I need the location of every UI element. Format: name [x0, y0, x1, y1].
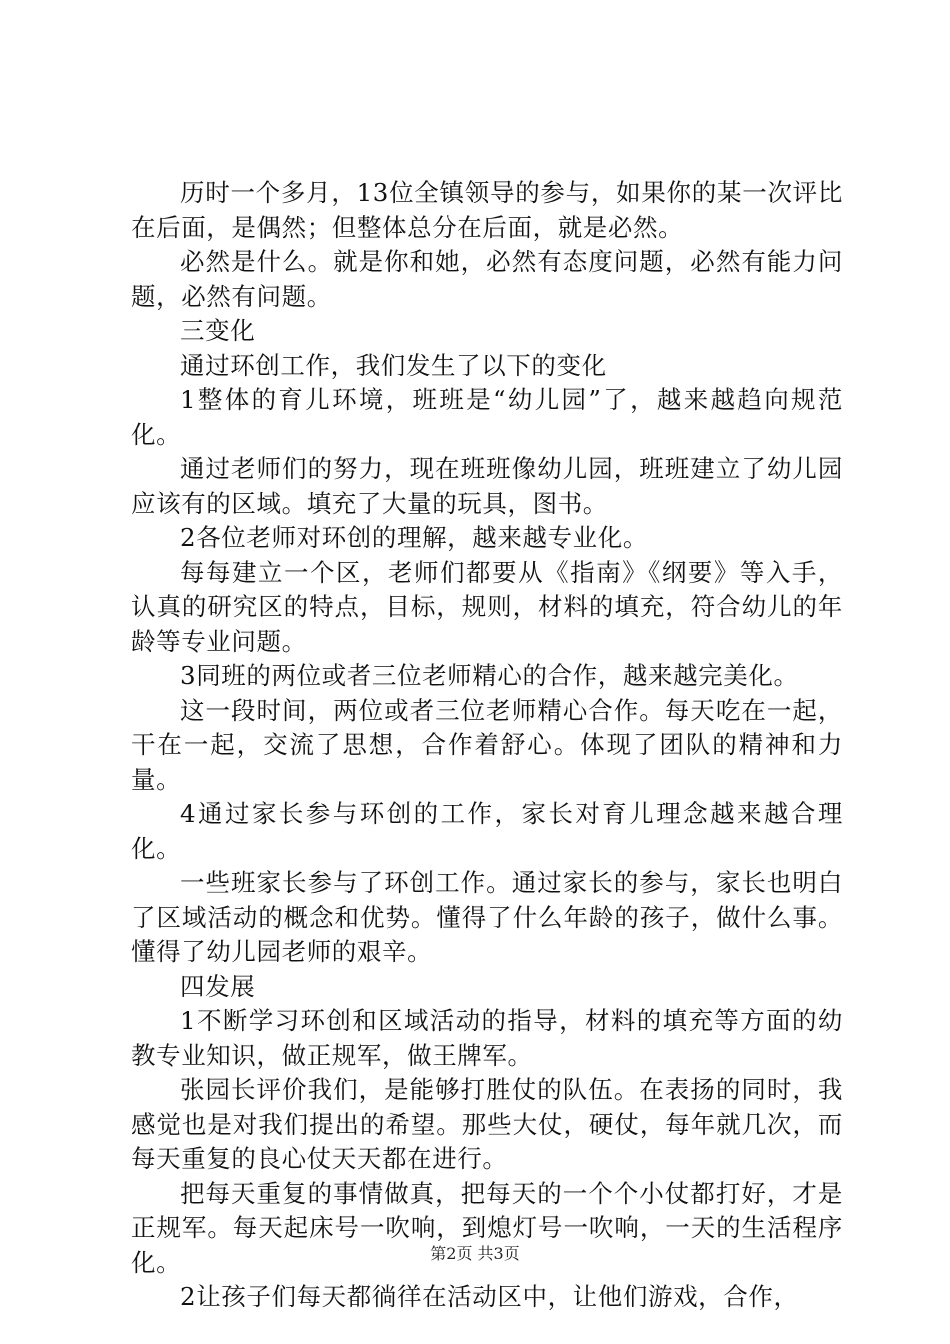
list-item-heading: 2让孩子们每天都徜徉在活动区中，让他们游戏，合作，	[180, 1282, 799, 1311]
list-item-heading: 3同班的两位或者三位老师精心的合作，越来越完美化。	[180, 661, 799, 690]
paragraph: 一些班家长参与了环创工作。通过家长的参与，家长也明白了区域活动的概念和优势。懂得了什么年龄的孩子，做什么事。懂得了幼儿园老师的艰辛。	[131, 868, 843, 966]
paragraph: 通过环创工作，我们发生了以下的变化	[180, 350, 607, 380]
body-text	[131, 176, 843, 1315]
page-number: 第2页 共3页	[430, 1244, 520, 1263]
list-item-heading: 1整体的育儿环境，班班是“幼儿园”了，越来越趋向规范化。	[131, 385, 843, 449]
paragraph: 这一段时间，两位或者三位老师精心合作。每天吃在一起，干在一起，交流了思想，合作着舒心。体现了团队的精神和力量。	[131, 695, 843, 794]
paragraph: 把每天重复的事情做真，把每天的一个个小仗都打好，才是正规军。每天起床号一吹响，到熄灯号一吹响，一天的生活程序化。	[131, 1178, 843, 1277]
page-footer	[0, 1244, 950, 1264]
list-item-heading: 2各位老师对环创的理解，越来越专业化。	[180, 523, 648, 552]
paragraph: 每每建立一个区，老师们都要从《指南》《纲要》等入手，认真的研究区的特点，目标，规则，材料的填充，符合幼儿的年龄等专业问题。	[131, 557, 843, 656]
list-item-heading: 1不断学习环创和区域活动的指导，材料的填充等方面的幼教专业知识，做正规军，做王牌军。	[131, 1006, 843, 1070]
paragraph: 张园长评价我们，是能够打胜仗的队伍。在表扬的同时，我感觉也是对我们提出的希望。那些大仗，硬仗，每年就几次，而每天重复的良心仗天天都在进行。	[131, 1075, 843, 1173]
section-heading: 四发展	[180, 971, 256, 1001]
paragraph: 通过老师们的努力，现在班班像幼儿园，班班建立了幼儿园应该有的区域。填充了大量的玩具，图书。	[131, 454, 843, 518]
section-heading: 三变化	[180, 316, 256, 345]
paragraph: 必然是什么。就是你和她，必然有态度问题，必然有能力问题，必然有问题。	[131, 247, 843, 311]
paragraph: 历时一个多月，13位全镇领导的参与，如果你的某一次评比在后面，是偶然；但整体总分在后面，就是必然。	[131, 178, 843, 242]
list-item-heading: 4通过家长参与环创的工作，家长对育儿理念越来越合理化。	[131, 799, 843, 863]
